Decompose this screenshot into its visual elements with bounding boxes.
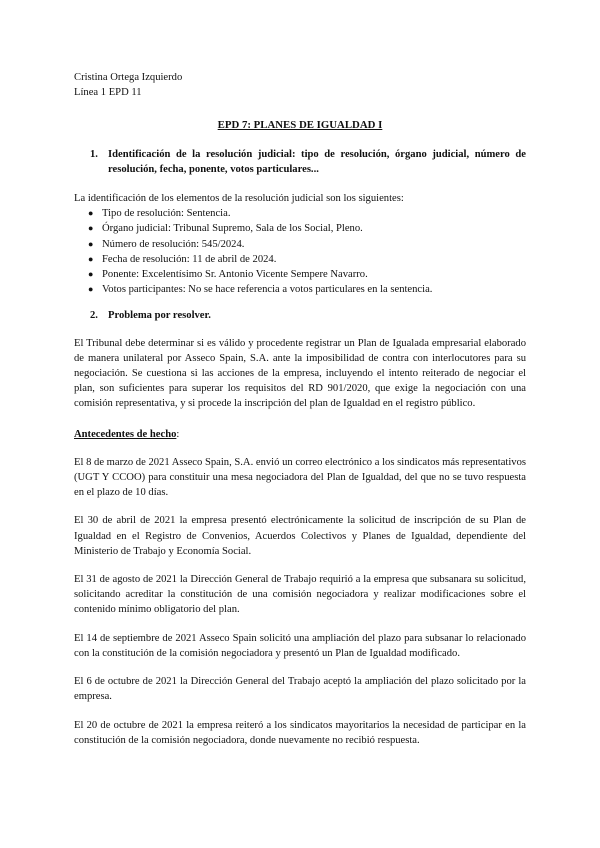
antecedente-paragraph: El 20 de octubre de 2021 la empresa reiteró a los sindicatos mayoritarios la necesidad de participar en la constitución de la comisión negociadora, donde nuevamente no recibió respuesta. [74,719,526,746]
bullet-icon: ● [88,238,94,249]
list-item: ● Fecha de resolución: 11 de abril de 2024. [74,252,526,267]
section-1-heading [74,147,526,177]
document-page [74,70,526,748]
author-name: Cristina Ortega Izquierdo [74,72,183,83]
bullet-icon: ● [88,269,94,280]
list-item: ● Tipo de resolución: Sentencia. [74,206,526,221]
author-line: Línea 1 EPD 11 [74,87,142,99]
document-title: EPD 7: PLANES DE IGUALDAD I [217,119,383,132]
resolution-details-list [74,206,526,297]
list-item: ● Órgano judicial: Tribunal Supremo, Sala de los Social, Pleno. [74,221,526,236]
section-1-heading-text: Identificación de la resolución judicial: tipo de resolución, órgano judicial, número de resolución, fecha, ponente, votos particulares... [108,148,526,175]
list-item: ● Votos participantes: No se hace referencia a votos particulares en la sentencia. [74,282,526,297]
antecedentes-heading-text: Antecedentes de hecho [74,428,177,440]
section-1-intro: La identificación de los elementos de la resolución judicial son los siguientes: [74,193,404,205]
section-1-number: 1. [90,148,98,160]
list-item: ● Ponente: Excelentísimo Sr. Antonio Vicente Sempere Navarro. [74,267,526,282]
antecedente-paragraph: El 14 de septiembre de 2021 Asseco Spain solicitó una ampliación del plazo para subsanar lo relacionado con la constitución de la comisión negociadora y presentó un Plan de Igualdad modificado. [74,632,526,659]
section-2-number: 2. [90,310,98,322]
antecedente-paragraph: El 8 de marzo de 2021 Asseco Spain, S.A. envió un correo electrónico a los sindicatos más representativos (UGT Y CCOO) para constituir una mesa negociadora del Plan de Igualdad, del que no se tuvo respuesta en el plazo de 10 días. [74,456,526,499]
antecedentes-heading: Antecedentes de hecho: [74,428,180,440]
antecedente-paragraph: El 6 de octubre de 2021 la Dirección General del Trabajo aceptó la ampliación del plazo solicitado por la empresa. [74,676,526,703]
section-2-heading-text: Problema por resolver. [108,310,211,322]
bullet-icon: ● [88,284,94,295]
antecedente-paragraph: El 31 de agosto de 2021 la Dirección General de Trabajo requirió a la empresa que subsanara su solicitud, solicitando acreditar la constitución de una comisión negociadora y realizar modificaciones sobre el contenido mínimo obligatorio del plan. [74,574,526,616]
author-block [74,70,526,100]
antecedente-paragraph: El 30 de abril de 2021 la empresa presentó electrónicamente la solicitud de inscripción de su Plan de Igualdad en el Registro de Convenios, Acuerdos Colectivos y Planes de Igualdad, dependiente del Ministerio de Trabajo y Economía Social. [74,515,526,557]
bullet-icon: ● [88,253,94,264]
list-item: ● Número de resolución: 545/2024. [74,237,526,252]
bullet-icon: ● [88,223,94,234]
section-2-heading [74,308,526,323]
bullet-icon: ● [88,208,94,219]
section-2-paragraph: El Tribunal debe determinar si es válido y procedente registrar un Plan de Igualada empresarial elaborado de manera unilateral por Asseco Spain, S.A. ante la imposibilidad de contra con interlocutores para su negociación. Se cuestiona si las acciones de la empresa, incluyendo el intento reiterado de negociar el plan, son suficientes para superar los requisitos del RD 901/2020, que exige la negociación con una comisión representativa, y si procede la inscripción del plan de Igualdad en el registro público. [74,337,526,410]
